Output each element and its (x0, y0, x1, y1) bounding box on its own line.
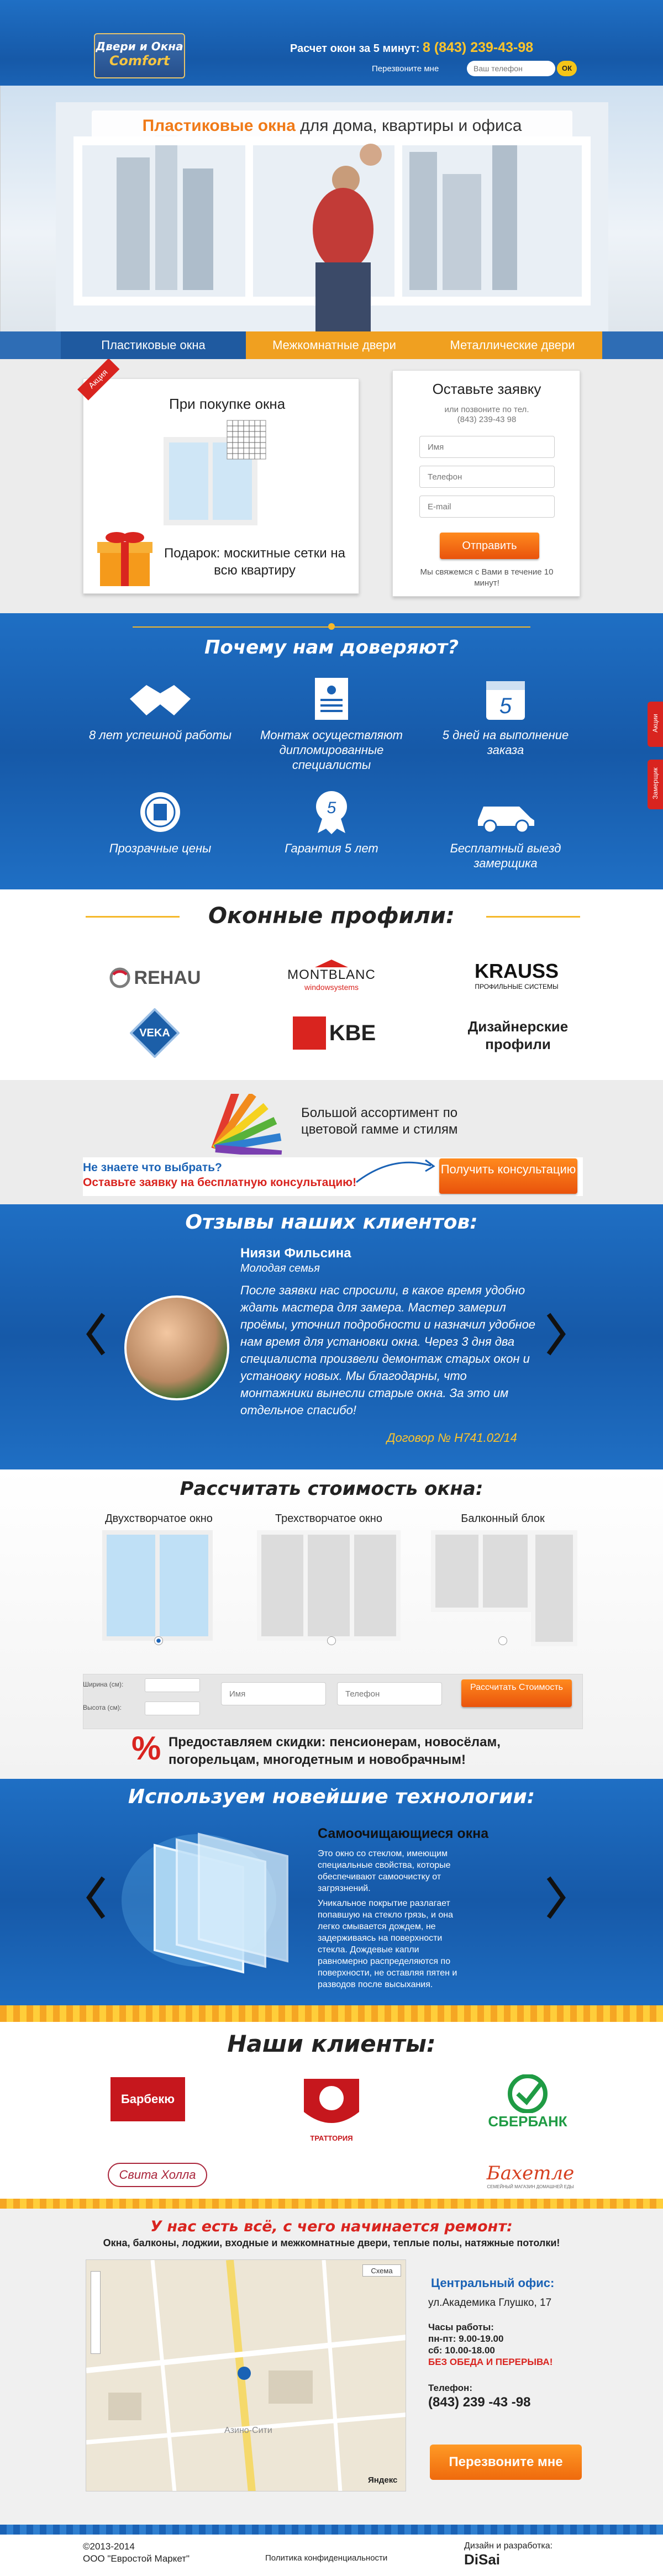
trattoria-crest-icon (298, 2073, 365, 2134)
header-phone[interactable]: 8 (843) 239-43-98 (423, 40, 534, 55)
brand-rehau-label: REHAU (134, 967, 201, 988)
height-label: Высота (см): (83, 1704, 122, 1711)
logo-line2: Comfort (109, 53, 170, 69)
brand-veka (130, 1008, 180, 1058)
brand-krauss-label: KRAUSS (474, 960, 559, 982)
hours-no-break: БЕЗ ОБЕДА И ПЕРЕРЫВА! (428, 2357, 553, 2367)
footer-zigzag (0, 2525, 663, 2535)
medal-number: 5 (327, 799, 336, 817)
tech-paragraph-1: Это окно со стеклом, имеющим специальные свойства, которые обеспечивают самоочистку от загрязнений. (318, 1849, 451, 1893)
palette-text: Большой ассортимент по цветовой гамме и стилям (301, 1105, 458, 1137)
reviews-title: Отзывы наших клиентов: (185, 1211, 478, 1234)
footer-studio-logo[interactable]: DiSai (464, 2551, 501, 2568)
order-form-subtitle: или позвоните по тел. (444, 405, 529, 414)
footer-design-label: Дизайн и разработка: (464, 2541, 553, 2551)
client-sberbank-label: СБЕРБАНК (488, 2113, 567, 2130)
glass-unit-image (116, 1818, 304, 1983)
client-svita-label: Свита Холла (119, 2168, 196, 2182)
footer (0, 2525, 663, 2576)
office-title: Центральный офис: (431, 2276, 555, 2290)
montblanc-peak-icon (315, 958, 348, 967)
balcony-block-image[interactable] (431, 1530, 577, 1646)
side-tab-label: Замерщик (651, 767, 659, 799)
contacts-callback-button[interactable]: Перезвоните мне (430, 2445, 582, 2480)
double-window-image[interactable] (102, 1530, 213, 1641)
calc-option-radio-double[interactable] (154, 1636, 163, 1645)
brand-designer: Дизайнерские профили (467, 1018, 569, 1052)
client-trattoria (296, 2069, 367, 2146)
tech-next-arrow-icon[interactable] (544, 1876, 566, 1920)
why-item-prices (88, 790, 232, 856)
footer-copy2: ООО "Евростой Маркет" (83, 2553, 190, 2564)
reviewer-subtitle: Молодая семья (240, 1262, 320, 1274)
medal-icon (312, 790, 351, 834)
calc-section (0, 1469, 663, 1779)
width-label: Ширина (см): (83, 1681, 124, 1688)
client-sberbank (481, 2069, 575, 2135)
calc-option-radio-balcony[interactable] (498, 1636, 507, 1645)
brand-montblanc (276, 956, 387, 994)
consult-ask-line1: Не знаете что выбрать? (83, 1161, 222, 1174)
hero (0, 86, 663, 331)
map[interactable] (86, 2259, 406, 2491)
main-nav (0, 331, 663, 359)
footer-copy1: ©2013-2014 (83, 2541, 135, 2552)
footer-privacy-link[interactable]: Политика конфиденциальности (265, 2553, 388, 2563)
office-address: ул.Академика Глушко, 17 (428, 2297, 552, 2309)
calc-text (290, 40, 533, 56)
brand-rehau (97, 961, 213, 994)
why-item-text: 5 дней на выполнение заказа (442, 728, 569, 757)
promo-gift-text: Подарок: москитные сетки на всю квартиру (164, 546, 345, 578)
brand-montblanc-sub: windowsystems (304, 983, 359, 992)
hours-saturday: сб: 10.00-18.00 (428, 2345, 495, 2356)
calc-phone-input[interactable] (337, 1682, 442, 1705)
reviewer-name: Ниязи Фильсина (240, 1246, 351, 1261)
tech-paragraph-2: Уникальное покрытие разлагает попавшую на стекло грязь, и она легко смывается дождем, не задерживаясь на поверхности стекла. Дождевые капли равномерно распределяются по поверхности, не оставляя пятен и разводов после высыхания. (318, 1899, 457, 1989)
client-barbecue (110, 2077, 185, 2121)
brand-kbe (287, 1014, 381, 1052)
callback-label: Перезвоните мне (372, 64, 439, 73)
sberbank-logo-icon (506, 2074, 550, 2113)
height-input[interactable] (145, 1701, 200, 1715)
order-submit-button[interactable]: Отправить (440, 533, 539, 559)
promo-title: При покупке окна (169, 396, 286, 412)
brand-krauss (459, 958, 575, 992)
review-contract: Договор № Н741.02/14 (387, 1431, 517, 1445)
tech-heading: Самоочищающиеся окна (318, 1826, 489, 1841)
client-svita (108, 2163, 207, 2187)
calc-title: Рассчитать стоимость окна: (180, 1478, 483, 1500)
order-phone-input[interactable] (419, 466, 555, 488)
reviewer-photo (124, 1295, 229, 1400)
triple-window-image[interactable] (257, 1530, 401, 1641)
brand-krauss-sub: ПРОФИЛЬНЫЕ СИСТЕМЫ (475, 983, 559, 991)
why-title: Почему нам доверяют? (204, 636, 459, 659)
map-roads (86, 2260, 406, 2491)
coins-icon (138, 790, 182, 834)
why-item-text: Монтаж осуществляют дипломированные специалисты (260, 728, 403, 772)
order-form (392, 370, 580, 597)
client-bakhetle-sub: СЕМЕЙНЫЙ МАГАЗИН ДОМАШНЕЙ ЕДЫ (487, 2184, 574, 2189)
map-place-label: Азино-Сити (224, 2426, 272, 2435)
side-tab-measurer[interactable] (648, 760, 663, 809)
rehau-swoosh-icon (109, 967, 131, 989)
review-text: После заявки нас спросили, в какое время удобно ждать мастера для замера. Мастер замерил проёмы, уточнил подробности и назначил удобное нам время для установки окна. Через 3 дня два специалиста произвели демонтаж старых окон и установку новых. Мы благодарны, что монтажники вынесли старые окна. За это им отдельное спасибо! (240, 1283, 536, 1417)
side-tab-promotions[interactable] (648, 702, 663, 747)
hero-title-rest: для дома, квартиры и офиса (300, 117, 522, 135)
order-form-phone: (843) 239-43 98 (457, 415, 517, 424)
hero-title (92, 110, 572, 141)
diploma-icon (312, 677, 351, 721)
why-item-specialists (260, 677, 403, 772)
brand-veka-label: VEKA (139, 1026, 170, 1039)
calc-submit-button[interactable]: Рассчитать Стоимость (461, 1679, 572, 1707)
calc-name-input[interactable] (221, 1682, 326, 1705)
brand-montblanc-label: MONTBLANC (287, 967, 376, 982)
why-item-text: Гарантия 5 лет (285, 841, 378, 855)
nav-tab-metal-doors[interactable]: Металлические двери (423, 331, 602, 359)
contacts-zigzag-top (0, 2199, 663, 2209)
contacts-section (0, 2199, 663, 2525)
hero-title-highlight: Пластиковые окна (142, 117, 296, 135)
calc-option-label: Трехстворчатое окно (275, 1513, 382, 1525)
color-palette-icon (204, 1094, 287, 1155)
brand-kbe-label: KBE (329, 1020, 376, 1045)
discount-text: Предоставляем скидки: пенсионерам, новосёлам, погорельцам, многодетным и новобрачным! (169, 1735, 501, 1767)
reviews-prev-arrow-icon[interactable] (86, 1312, 108, 1356)
why-item-measurer (434, 790, 577, 871)
order-email-input[interactable] (419, 496, 555, 518)
header-phone-input[interactable] (467, 61, 555, 76)
calc-option-label: Балконный блок (461, 1513, 545, 1525)
calc-option-radio-triple[interactable] (327, 1636, 336, 1645)
profiles-title: Оконные профили: (208, 903, 455, 929)
handshake-icon (127, 677, 193, 721)
header-ok-button[interactable]: ОК (557, 61, 577, 76)
why-item-text: Бесплатный выезд замерщика (450, 841, 561, 870)
promo-section (0, 359, 663, 613)
tech-prev-arrow-icon[interactable] (86, 1876, 108, 1920)
why-item-text: Прозрачные цены (109, 841, 212, 855)
discount-percent-icon: % (131, 1730, 161, 1767)
logo[interactable] (94, 33, 185, 78)
phone-label: Телефон: (428, 2383, 472, 2393)
nav-tab-plastic-windows[interactable]: Пластиковые окна (61, 331, 246, 359)
why-item-experience (88, 677, 232, 742)
why-section (0, 613, 663, 889)
tech-zigzag-border (0, 2005, 663, 2022)
hours-weekdays: пн-пт: 9.00-19.00 (428, 2333, 504, 2344)
consult-section (0, 1080, 663, 1204)
profiles-section (0, 889, 663, 1080)
consult-button[interactable]: Получить консультацию (439, 1158, 577, 1194)
map-zoom-bar[interactable] (91, 2271, 101, 2354)
map-scheme-button[interactable]: Схема (362, 2264, 401, 2277)
logo-line1: Двери и Окна (96, 40, 183, 53)
reviews-next-arrow-icon[interactable] (544, 1312, 566, 1356)
why-divider-dot (328, 623, 335, 630)
clients-section (0, 2022, 663, 2199)
width-input[interactable] (145, 1678, 200, 1692)
why-item-warranty (260, 790, 403, 856)
reviews-section (0, 1204, 663, 1469)
calc-option-label: Двухстворчатое окно (105, 1513, 213, 1525)
why-item-text: 8 лет успешной работы (88, 728, 232, 742)
contacts-phone[interactable]: (843) 239 -43 -98 (428, 2395, 531, 2410)
client-bakhetle-label: Бахетле (486, 2162, 575, 2184)
order-note: Мы свяжемся с Вами в течение 10 минут! (420, 567, 554, 588)
client-trattoria-label: ТРАТТОРИЯ (310, 2134, 353, 2142)
client-barbecue-label: Барбекю (120, 2092, 175, 2106)
promo-card (83, 378, 359, 594)
why-item-days (434, 677, 577, 757)
gift-icon (94, 525, 155, 589)
side-tab-label: Акции (651, 714, 659, 733)
tech-section (0, 1779, 663, 2022)
contacts-headline: У нас есть всё, с чего начинается ремонт: (150, 2218, 513, 2235)
calc-label: Расчет окон за 5 минут: (290, 43, 420, 55)
nav-tab-interior-doors[interactable]: Межкомнатные двери (246, 331, 423, 359)
map-brand: Яндекс (368, 2475, 398, 2485)
promo-window-image (155, 418, 277, 528)
calendar-icon (485, 677, 527, 721)
curved-arrow-icon (354, 1152, 436, 1185)
promo-ribbon: Акция (77, 359, 119, 401)
tech-title: Используем новейшие технологии: (128, 1785, 535, 1808)
order-name-input[interactable] (419, 436, 555, 458)
kbe-mark-icon (293, 1016, 326, 1050)
order-form-title: Оставьте заявку (432, 381, 541, 397)
clients-title: Наши клиенты: (227, 2030, 436, 2057)
hours-label: Часы работы: (428, 2322, 494, 2332)
client-bakhetle (472, 2159, 588, 2192)
consult-ask-line2: Оставьте заявку на бесплатную консультацию! (83, 1176, 357, 1189)
car-icon (472, 790, 539, 834)
contacts-subline: Окна, балконы, лоджии, входные и межкомнатные двери, теплые полы, натяжные потолки! (103, 2237, 560, 2248)
calendar-number: 5 (499, 694, 512, 718)
